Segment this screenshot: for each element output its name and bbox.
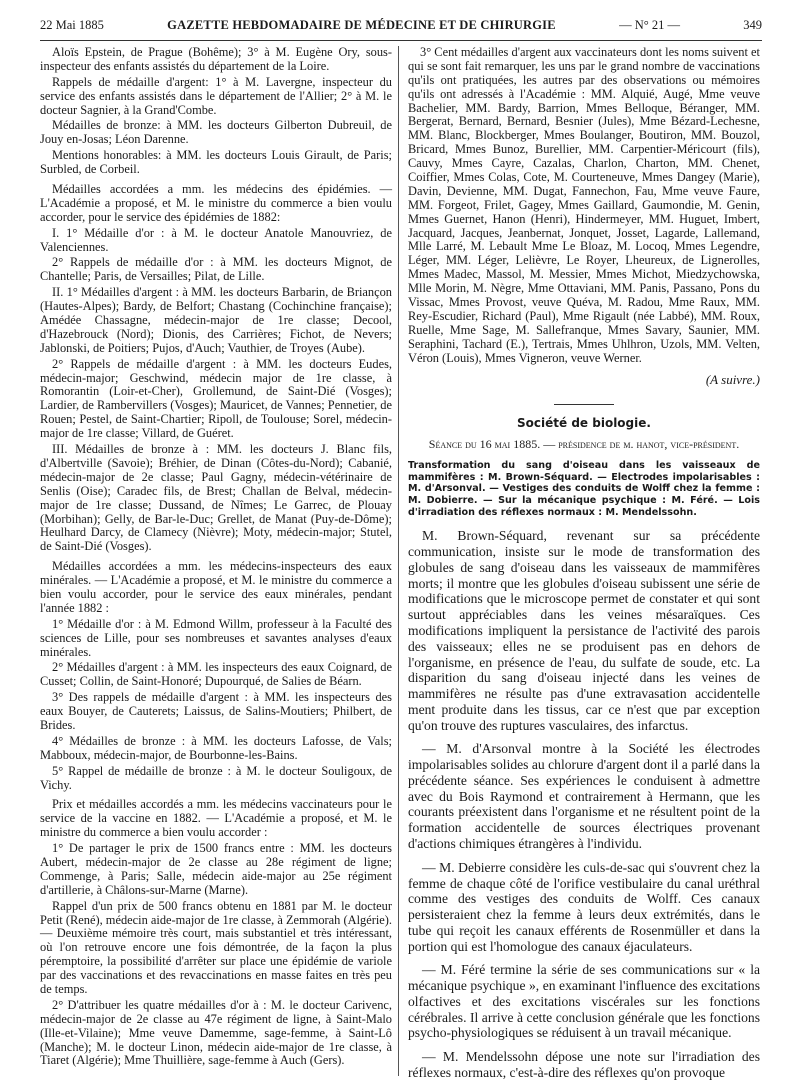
paragraph: II. 1° Médailles d'argent : à MM. les docteurs Barbarin, de Briançon (Hautes-Alpes); Bardy, de Belfort; Chastang (Cochinchine française); Amédée Chassagne, médecin-major de 1re classe; Decool, d'Hazebrouck (Nord); Dionis, des Carrières; Fichot, de Nevers; Jablonski, de Poitiers; Pujos, d'Auch; Vauthier, de Troyes (Aube). <box>40 285 392 355</box>
journal-title: GAZETTE HEBDOMADAIRE DE MÉDECINE ET DE CHIRURGIE <box>167 17 556 32</box>
paragraph: Aloïs Epstein, de Prague (Bohême); 3° à M. Eugène Ory, sous-inspecteur des enfants assistés du département de la Loire. <box>40 45 392 73</box>
paragraph: — M. Mendelssohn dépose une note sur l'irradiation des réflexes normaux, c'est-à-dire des réflexes qu'on provoque <box>408 1049 760 1080</box>
paragraph: — M. Debierre considère les culs-de-sac qui s'ouvrent chez la femme de chaque côté de l'orifice vestibulaire du canal uréthral comme des vestiges des conduits de Wolff. Ces canaux persisteraient chez la femme à leurs deux extrémités, dans le tube qui reçoit les canaux efférents de Rosenmüller et dans la portion qui est l'homologue des canaux éjaculateurs. <box>408 859 760 954</box>
paragraph: Rappels de médaille d'argent: 1° à M. Lavergne, inspecteur du service des enfants assistés dans le département de l'Allier; 2° à M. le docteur Sagnier, à la Grand'Combe. <box>40 74 392 117</box>
paragraph: — M. d'Arsonval montre à la Société les électrodes impolarisables solides au chlorure d'argent dont il a parlé dans la précédente séance. Ses expériences le conduisent à admettre avec du Bois Raymond et contrairement à Hermann, que les courants préexistent dans l'organisme et ne résultent point de la formation accidentelle de sources électriques provenant d'actions chimiques étrangères à l'individu. <box>408 741 760 851</box>
paragraph: 4° Médailles de bronze : à MM. les docteurs Lafosse, de Vals; Mabboux, médecin-major, de Bourbonne-les-Bains. <box>40 733 392 762</box>
paragraph: 5° Rappel de médaille de bronze : à M. le docteur Souligoux, de Vichy. <box>40 763 392 792</box>
paragraph: 2° Médailles d'argent : à MM. les inspecteurs des eaux Coignard, de Cusset; Collin, de Saint-Honoré; Dupourqué, de Salies de Béarn. <box>40 660 392 689</box>
paragraph: 2° D'attribuer les quatre médailles d'or à : M. le docteur Carivenc, médecin-major de 2e classe au 47e régiment de ligne, à Saint-Malo (Ille-et-Vilaine); Mme veuve Damemme, sage-femme, à Saint-Lô (Manche); M. le docteur Linon, médecin aide-major de 1re classe, à Tiaret (Algérie); Mme Thuillière, sage-femme à Auch (Gers). <box>40 997 392 1068</box>
continued-note: (A suivre.) <box>705 372 760 388</box>
left-column <box>40 46 392 1070</box>
session-body <box>408 528 760 1080</box>
header-rule <box>40 40 762 41</box>
running-header <box>40 14 762 36</box>
paragraph: Rappel d'un prix de 500 francs obtenu en 1881 par M. le docteur Petit (René), médecin aide-major de 1re classe, à Zemmorah (Algérie). — Deuxième mémoire très court, mais substantiel et très intéressant, où l'on retrouve encore une fois démontrée, de la façon la plus péremptoire, la possibilité d'arrêter sur place une épidémie de variole par des vaccinations et des revaccinations en masse faites en très peu de temps. <box>40 898 392 996</box>
session-heading: Séance du 16 mai 1885. — présidence de m. hanot, vice-président. <box>428 437 740 452</box>
paragraph: 1° De partager le prix de 1500 francs entre : MM. les docteurs Aubert, médecin-major de 2e classe au 28e régiment de ligne; Commenge, à Paris; Salle, médecin aide-major au 25e régiment d'artillerie, à Châlons-sur-Marne (Marne). <box>40 841 392 897</box>
paragraph: 3° Des rappels de médaille d'argent : à MM. les inspecteurs des eaux Bouyer, de Cauterets; Laissus, de Salins-Moutiers; Philbert, de Brides. <box>40 690 392 732</box>
issue-number: — N° 21 — <box>619 17 680 32</box>
paragraph: III. Médailles de bronze à : MM. les docteurs J. Blanc fils, d'Albertville (Savoie); Bréhier, de Dinan (Côtes-du-Nord); Cabanié, médecin-major de 2e classe; Paul Gagny, médecin-vétérinaire de Senlis (Oise); Caradec fils, de Brest; Challan de Belval, médecin-major de 1re classe; Dussand, de Nîmes; Le Garrec, de Plouay (Morbihan); Gelly, de Bar-le-Duc; Grellet, de Manat (Puy-de-Dôme); Heulhard Darcy, de Clamecy (Nièvre); Moty, médecin-major; Stutel, de Saint-Dié (Vosges). <box>40 442 392 554</box>
right-column <box>408 46 760 1089</box>
paragraph: I. 1° Médaille d'or : à M. le docteur Anatole Manouvriez, de Valenciennes. <box>40 225 392 254</box>
session-summary: Transformation du sang d'oiseau dans les vaisseaux de mammifères : M. Brown-Séquard. — Electrodes impolarisables : M. d'Arsonval. — Vestiges des conduits de Wolff chez la femme : M. Dobierre. — Sur la mécanique psychique : M. Féré. — Lois d'irradiation des réflexes normaux : M. Mendelssohn. <box>408 459 760 518</box>
paragraph: — M. Féré termine la série de ses communications sur « la mécanique psychique », en examinant l'influence des excitations olfactives et des excitations viscérales sur les fonctions cérébrales. Il arrive à cette conclusion générale que les fonctions psycho-physiologiques se réduisent à un travail mécanique. <box>408 962 760 1041</box>
issue-date: 22 Mai 1885 <box>40 17 104 32</box>
paragraph: 3° Cent médailles d'argent aux vaccinateurs dont les noms suivent et qui se sont fait remarquer, les uns par le grand nombre de vaccinations qu'ils ont pratiquées, les autres par des observations ou mémoires qu'ils ont adressés à l'Académie : MM. Alquié, Augé, Mme veuve Bachelier, MM. Bardy, Barrion, Mmes Belloque, Béranger, MM. Bergerat, Bernard, Bernard, Besnier (Jules), Mme Bézard-Lechesne, MM. Blanc, Blockberger, Mmes Boulanger, Boutiron, MM. Bouzol, Bricard, Mmes Bunoz, Burellier, MM. Carpentier-Méricourt (fils), Cauvy, Mmes Cayre, Cazalas, Charlon, Charton, MM. Chenet, Coiffier, Mmes Colas, Cote, M. Courteneuve, Mmes Dangey (Marie), Davin, Devienne, MM. Dugat, Fannechon, Fau, Mme veuve Faure, MM. Forgeot, Frilet, Gagey, Mmes Gaillard, Gaumondie, M. Genin, Mmes Guernet, Hanon (Henri), Hindermeyer, MM. Huguet, Imbert, Jacquard, Jacques, Jeanbernat, Jonquet, Josset, Lagarde, Lallemand, Mlle Larré, M. Lebault Mme Le Bloaz, M. Locoq, Mmes Legendre, Léger, MM. Léger, Lelièvre, Le Royer, Lheureux, de Lignerolles, Mmes Madec, Massol, M. Messier, Mmes Michot, Miedzychowska, Mlle Morin, M. Nègre, Mme Ottaviani, MM. Panis, Passano, Pons du Vissac, Mmes Provost, veuve Quéva, M. Radou, Mme Raux, MM. Rey-Escudier, Richard (Paul), Mme Rigault (née Labbé), MM. Roux, Ruelle, Mme Sage, M. Sallefranque, Mmes Savary, Saunier, MM. Seraphini, Tachard (E.), Tertrais, Mmes Uhlhron, Uzols, MM. Velten, Véron (Louis), Mmes Vigneron, veuve Werner. <box>408 45 760 365</box>
paragraph: 2° Rappels de médaille d'argent : à MM. les docteurs Eudes, médecin-major; Geschwind, médecin major de 1re classe, à Romorantin (Loir-et-Cher), Grollemund, de Saint-Dié (Vosges); Lardier, de Rambervillers (Vosges); Mauricet, de Vannes; Pennetier, de Rouen; Pestel, de Saint-Chartier; Ripoll, de Toulouse; Sorel, médecin-major de 1re classe; Villard, de Guéret. <box>40 356 392 441</box>
paragraph: 1° Médaille d'or : à M. Edmond Willm, professeur à la Faculté des sciences de Lille, pour ses nombreuses et savantes analyses d'eaux minérales. <box>40 616 392 659</box>
paragraph: M. Brown-Séquard, revenant sur sa précédente communication, insiste sur le mode de transformation des globules de sang d'oiseau dans les vaisseaux de mammifères morts; il montre que les globules d'oiseau subissent une série de modifications que le microscope permet de constater et qui sont surtout appréciables dans les veines mésaraïques. Ces modifications impliquent la persistance de l'activité des parois des vaisseaux; elles ne se produisent pas en dehors de l'organisme, en présence de l'eau, du sulfate de soude, etc. La disparition du sang d'oiseau injecté dans les veines de mammifères ne résulte pas d'une extravasation accidentelle ment produite dans les tissus, car ce n'est que par exception qu'on trouve des ruptures vasculaires, des infarctus. <box>408 528 760 733</box>
section-heading-vaccine: Prix et médailles accordés a mm. les médecins vaccinateurs pour le service de la vaccine en 1882. — L'Académie a proposé, et M. le ministre du commerce a bien voulu accorder : <box>40 797 392 840</box>
section-heading-epidemies: Médailles accordées a mm. les médecins des épidémies. — L'Académie a proposé, et M. le ministre du commerce a bien voulu accorder, pour le service des épidémies de 1882: <box>40 182 392 224</box>
section-heading-eaux-minerales: Médailles accordées a mm. les médecins-inspecteurs des eaux minérales. — L'Académie a proposé, et M. le ministre du commerce a bien voulu accorder, pour le service des eaux minérales, pendant l'année 1882 : <box>40 559 392 615</box>
section-title: Société de biologie. <box>517 416 651 431</box>
column-divider <box>398 46 399 1076</box>
paragraph: 2° Rappels de médaille d'or : à MM. les docteurs Mignot, de Chantelle; Paris, de Versailles; Pilat, de Lille. <box>40 255 392 284</box>
paragraph: Mentions honorables: à MM. les docteurs Louis Girault, de Paris; Surbled, de Corbeil. <box>40 148 392 177</box>
paragraph: Médailles de bronze: à MM. les docteurs Gilberton Dubreuil, de Jouy en-Josas; Léon Darenne. <box>40 118 392 147</box>
section-rule <box>554 404 614 405</box>
page-number: 349 <box>743 17 762 32</box>
